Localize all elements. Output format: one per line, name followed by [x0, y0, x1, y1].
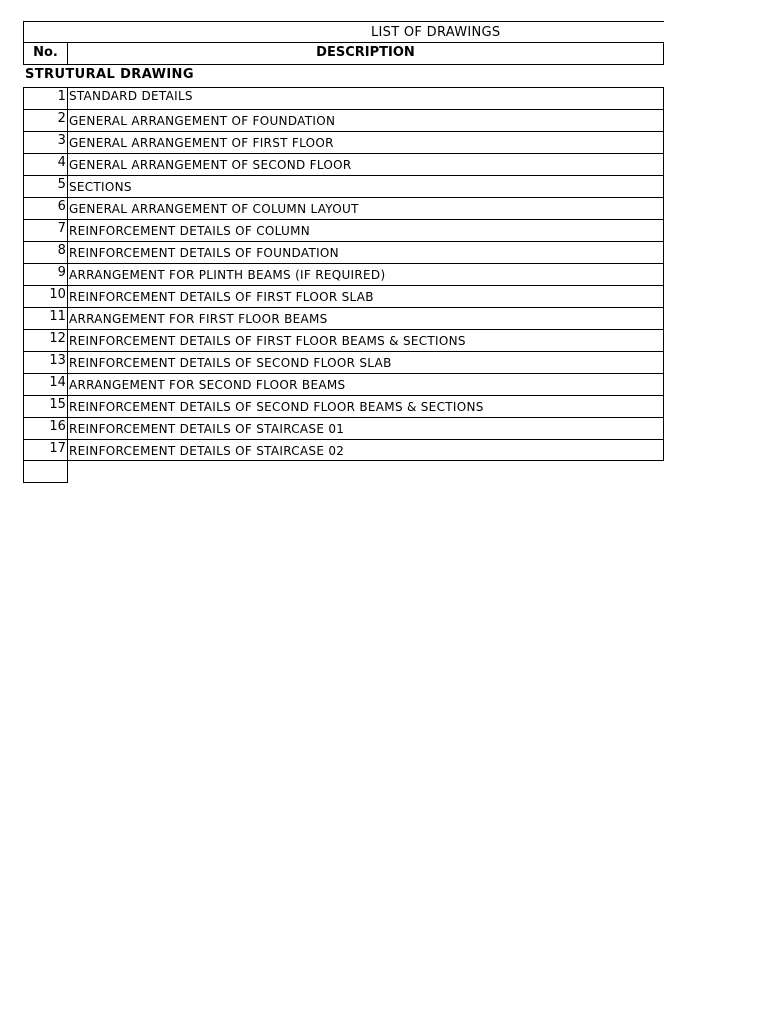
- row-number: 3: [23, 131, 68, 153]
- row-number: 16: [23, 417, 68, 439]
- row-number: 9: [23, 263, 68, 285]
- row-number: 17: [23, 439, 68, 461]
- row-number: 13: [23, 351, 68, 373]
- table-row: [23, 87, 664, 109]
- row-number: 2: [23, 109, 68, 131]
- table-row: [23, 175, 664, 197]
- row-number: 7: [23, 219, 68, 241]
- empty-row: [23, 461, 664, 483]
- column-header-no: No.: [23, 43, 68, 65]
- row-description: REINFORCEMENT DETAILS OF FIRST FLOOR SLAB: [68, 285, 664, 307]
- table-row: [23, 329, 664, 351]
- row-description: REINFORCEMENT DETAILS OF STAIRCASE 02: [68, 439, 664, 461]
- row-description: ARRANGEMENT FOR SECOND FLOOR BEAMS: [68, 373, 664, 395]
- row-description: REINFORCEMENT DETAILS OF COLUMN: [68, 219, 664, 241]
- row-description: REINFORCEMENT DETAILS OF SECOND FLOOR BEAMS & SECTIONS: [68, 395, 664, 417]
- row-description: ARRANGEMENT FOR FIRST FLOOR BEAMS: [68, 307, 664, 329]
- row-number: 14: [23, 373, 68, 395]
- drawing-list: [23, 87, 664, 461]
- table-row: [23, 219, 664, 241]
- table-row: [23, 373, 664, 395]
- row-description: ARRANGEMENT FOR PLINTH BEAMS (IF REQUIRED): [68, 263, 664, 285]
- row-number: 6: [23, 197, 68, 219]
- row-number: 15: [23, 395, 68, 417]
- section-heading: STRUTURAL DRAWING: [25, 67, 194, 82]
- empty-number-cell: [23, 461, 68, 483]
- row-number: 10: [23, 285, 68, 307]
- row-description: STANDARD DETAILS: [68, 87, 664, 109]
- table-row: [23, 197, 664, 219]
- row-description: GENERAL ARRANGEMENT OF FIRST FLOOR: [68, 131, 664, 153]
- table-row: [23, 241, 664, 263]
- title-row: [23, 21, 664, 43]
- table-row: [23, 351, 664, 373]
- row-description: REINFORCEMENT DETAILS OF STAIRCASE 01: [68, 417, 664, 439]
- row-number: 11: [23, 307, 68, 329]
- row-number: 5: [23, 175, 68, 197]
- row-description: REINFORCEMENT DETAILS OF FIRST FLOOR BEAMS & SECTIONS: [68, 329, 664, 351]
- row-number: 8: [23, 241, 68, 263]
- row-description: GENERAL ARRANGEMENT OF COLUMN LAYOUT: [68, 197, 664, 219]
- table-row: [23, 153, 664, 175]
- table-row: [23, 395, 664, 417]
- row-description: GENERAL ARRANGEMENT OF FOUNDATION: [68, 109, 664, 131]
- table-row: [23, 417, 664, 439]
- row-number: 12: [23, 329, 68, 351]
- table-row: [23, 131, 664, 153]
- table-row: [23, 285, 664, 307]
- row-number: 4: [23, 153, 68, 175]
- page-title: LIST OF DRAWINGS: [371, 25, 501, 40]
- header-row: [23, 43, 664, 65]
- column-header-description: DESCRIPTION: [68, 43, 664, 65]
- table-row: [23, 307, 664, 329]
- drawings-sheet: [23, 21, 664, 483]
- row-description: REINFORCEMENT DETAILS OF FOUNDATION: [68, 241, 664, 263]
- row-description: REINFORCEMENT DETAILS OF SECOND FLOOR SLAB: [68, 351, 664, 373]
- row-number: 1: [23, 87, 68, 109]
- row-description: SECTIONS: [68, 175, 664, 197]
- row-description: GENERAL ARRANGEMENT OF SECOND FLOOR: [68, 153, 664, 175]
- table-row: [23, 439, 664, 461]
- table-row: [23, 109, 664, 131]
- table-row: [23, 263, 664, 285]
